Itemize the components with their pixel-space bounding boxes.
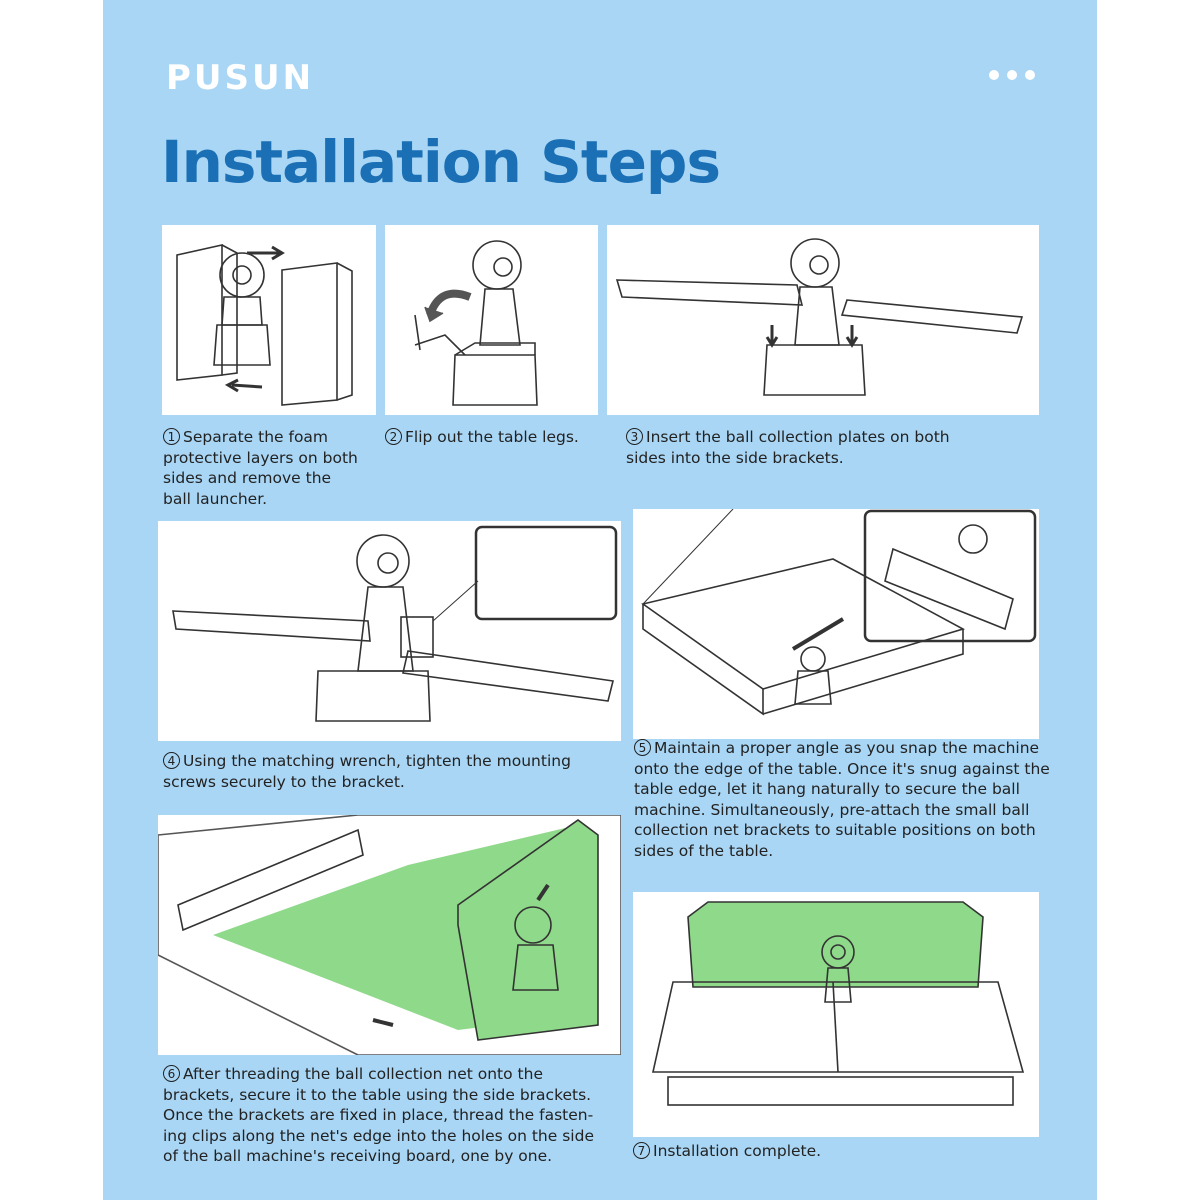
more-dots-icon[interactable] bbox=[989, 70, 1041, 84]
page-title: Installation Steps bbox=[161, 128, 720, 196]
step-1-illustration bbox=[162, 225, 376, 415]
step-7-caption: 7 Installation complete. bbox=[633, 1141, 933, 1162]
step-5-caption: 5 Maintain a proper angle as you snap the machine onto the edge of the table. Once it's snug against the table edge, let it hang naturally to secure the ball machine. Simultaneously, pre-attach the small ball collection net brackets to suitable positions on both sides of the table. bbox=[634, 739, 1050, 860]
step-2-illustration bbox=[385, 225, 598, 415]
brand-logo: PUSUN bbox=[166, 58, 315, 98]
step-7-illustration bbox=[633, 892, 1039, 1137]
step-6-caption: 6 After threading the ball collection net onto the brackets, secure it to the table using the side brackets. Once the brackets are fixed in place, thread the fasten-ing clips along the net's edge into the holes on the side of the ball machine's receiving board, one by one. bbox=[163, 1065, 594, 1165]
instruction-sheet bbox=[103, 0, 1097, 1200]
step-5-illustration bbox=[633, 509, 1039, 739]
step-1-caption: 1 Separate the foam protective layers on both sides and remove the ball launcher. bbox=[163, 428, 358, 508]
step-4-caption: 4 Using the matching wrench, tighten the mounting screws securely to the bracket. bbox=[163, 752, 571, 791]
step-3-illustration bbox=[607, 225, 1039, 415]
step-3-caption: 3 Insert the ball collection plates on both sides into the side brackets. bbox=[626, 428, 950, 467]
step-4-illustration bbox=[158, 521, 621, 741]
step-6-illustration bbox=[158, 815, 621, 1055]
step-2-caption: 2 Flip out the table legs. bbox=[385, 427, 605, 448]
